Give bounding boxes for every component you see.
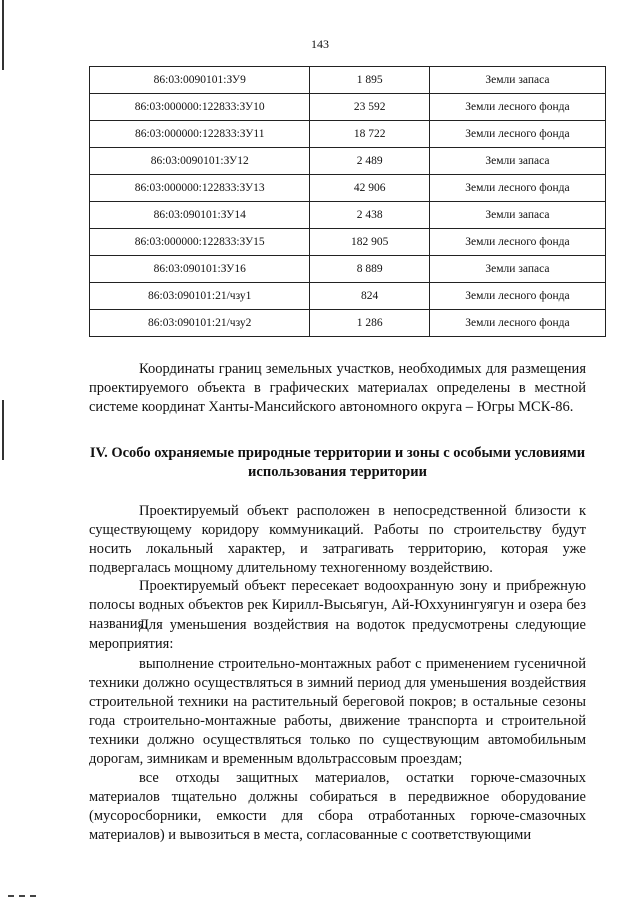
land-category-cell: Земли запаса: [429, 67, 605, 94]
cadastral-number-cell: 86:03:0090101:ЗУ9: [90, 67, 310, 94]
page-number: 143: [311, 37, 329, 51]
table-row: [90, 121, 606, 148]
land-category-cell: Земли лесного фонда: [429, 229, 605, 256]
cadastral-number-cell: 86:03:090101:21/чзу2: [90, 310, 310, 337]
table-row: [90, 175, 606, 202]
table-row: [90, 94, 606, 121]
land-category-cell: Земли лесного фонда: [429, 310, 605, 337]
land-category-cell: Земли лесного фонда: [429, 121, 605, 148]
area-cell: 42 906: [310, 175, 429, 202]
table-body: [90, 67, 606, 337]
table-row: [90, 310, 606, 337]
area-cell: 1 286: [310, 310, 429, 337]
land-category-cell: Земли лесного фонда: [429, 283, 605, 310]
table-row: [90, 202, 606, 229]
table-row: [90, 67, 606, 94]
land-plots-table: [89, 66, 606, 337]
area-cell: 824: [310, 283, 429, 310]
cadastral-number-cell: 86:03:000000:122833:ЗУ15: [90, 229, 310, 256]
land-category-cell: Земли лесного фонда: [429, 94, 605, 121]
area-cell: 182 905: [310, 229, 429, 256]
paragraph-3: Для уменьшения воздействия на водоток предусмотрены следующие мероприятия:: [89, 617, 586, 652]
table-row: [90, 283, 606, 310]
scan-edge-mark: [2, 0, 4, 70]
cadastral-number-cell: 86:03:000000:122833:ЗУ10: [90, 94, 310, 121]
cadastral-number-cell: 86:03:0090101:ЗУ12: [90, 148, 310, 175]
scan-bottom-mark: [8, 895, 36, 899]
scan-edge-mark: [2, 400, 4, 460]
section-heading: IV. Особо охраняемые природные территории и зоны с особыми условиями использования территории: [89, 445, 586, 480]
table-row: [90, 229, 606, 256]
cadastral-number-cell: 86:03:090101:21/чзу1: [90, 283, 310, 310]
land-category-cell: Земли запаса: [429, 148, 605, 175]
area-cell: 8 889: [310, 256, 429, 283]
land-category-cell: Земли лесного фонда: [429, 175, 605, 202]
area-cell: 23 592: [310, 94, 429, 121]
area-cell: 18 722: [310, 121, 429, 148]
cadastral-number-cell: 86:03:000000:122833:ЗУ13: [90, 175, 310, 202]
paragraph-4: выполнение строительно-монтажных работ с применением гусеничной техники должно осуществляться в зимний период для уменьшения воздействия строительной техники на растительный береговой покров; в остальные сезоны года строительно-монтажные работы, движение транспорта и строительной техники должно осуществляться только по существующим автомобильным дорогам, зимникам и временным вдольтрассовым проездам;: [89, 656, 586, 767]
table-row: [90, 148, 606, 175]
cadastral-number-cell: 86:03:000000:122833:ЗУ11: [90, 121, 310, 148]
cadastral-number-cell: 86:03:090101:ЗУ16: [90, 256, 310, 283]
paragraph-1: Проектируемый объект расположен в непосредственной близости к существующему коридору коммуникаций. Работы по строительству будут носить локальный характер, и затрагивать территорию, которая уже подвергалась мощному длительному техногенному воздействию.: [89, 503, 586, 576]
land-category-cell: Земли запаса: [429, 202, 605, 229]
coordinates-paragraph: Координаты границ земельных участков, необходимых для размещения проектируемого объекта в графических материалах определены в местной системе координат Ханты-Мансийского автономного округа – Югры МСК-86.: [89, 361, 586, 415]
area-cell: 2 489: [310, 148, 429, 175]
table-row: [90, 256, 606, 283]
area-cell: 1 895: [310, 67, 429, 94]
land-category-cell: Земли запаса: [429, 256, 605, 283]
paragraph-2: Проектируемый объект пересекает водоохранную зону и прибрежную полосы водных объектов рек Кирилл-Высьягун, Ай-Юххунингуягун и озера без названия.: [89, 578, 586, 632]
area-cell: 2 438: [310, 202, 429, 229]
cadastral-number-cell: 86:03:090101:ЗУ14: [90, 202, 310, 229]
paragraph-5: все отходы защитных материалов, остатки горюче-смазочных материалов тщательно должны собираться в передвижное оборудование (мусоросборники, емкости для сбора отработанных горюче-смазочных материалов) и вывозиться в места, согласованные с соответствующими: [89, 770, 586, 843]
